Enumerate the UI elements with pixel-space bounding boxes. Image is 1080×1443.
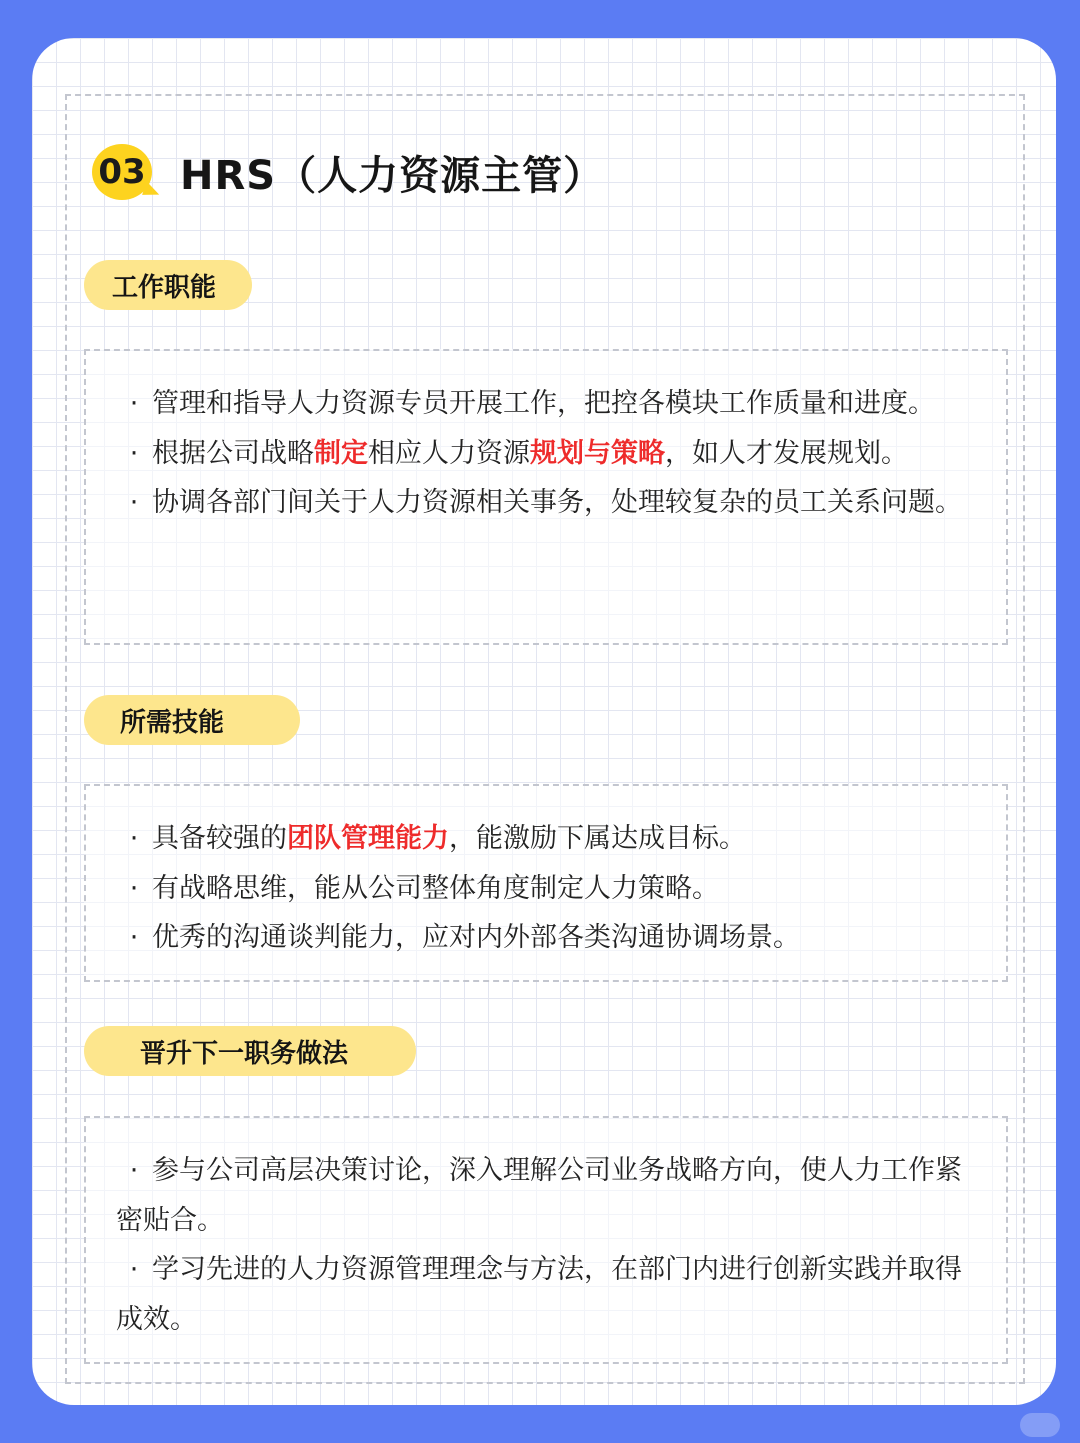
skills-box [84,784,1008,982]
duties-box [84,349,1008,645]
list-item: · 优秀的沟通谈判能力，应对内外部各类沟通协调场景。 [116,913,976,963]
promotion-box [84,1116,1008,1364]
section-label-skills: 所需技能 [84,695,300,745]
bullet-icon: · [129,922,139,953]
list-item: · 根据公司战略制定相应人力资源规划与策略，如人才发展规划。 [116,429,976,479]
bullet-icon: · [129,872,139,904]
bullet-icon: · [129,388,139,419]
highlight-text: 规划与策略 [530,437,665,469]
list-item: · 有战略思维，能从公司整体角度制定人力策略。 [116,864,976,914]
highlight-text: 团队管理能力 [287,823,449,854]
list-item: · 协调各部门间关于人力资源相关事务，处理较复杂的员工关系问题。 [116,478,976,528]
content-card [32,38,1056,1405]
bullet-icon: · [129,1155,139,1186]
bullet-icon: · [129,437,139,469]
watermark [1020,1413,1060,1437]
section-header [92,142,604,202]
list-item: · 参与公司高层决策讨论，深入理解公司业务战略方向，使人力工作紧密贴合。 [116,1146,976,1245]
highlight-text: 制定 [314,437,368,469]
page-title: HRS（人力资源主管） [180,152,605,199]
bullet-icon: · [129,487,139,518]
section-label-duties: 工作职能 [84,260,252,310]
list-item: · 具备较强的团队管理能力，能激励下属达成目标。 [116,814,976,864]
bullet-icon: · [129,823,139,854]
list-item: · 管理和指导人力资源专员开展工作，把控各模块工作质量和进度。 [116,379,976,429]
section-label-promotion: 晋升下一职务做法 [84,1026,416,1076]
list-item: · 学习先进的人力资源管理理念与方法，在部门内进行创新实践并取得成效。 [116,1245,976,1344]
bullet-icon: · [129,1254,139,1285]
section-number-badge: 03 [92,144,152,200]
